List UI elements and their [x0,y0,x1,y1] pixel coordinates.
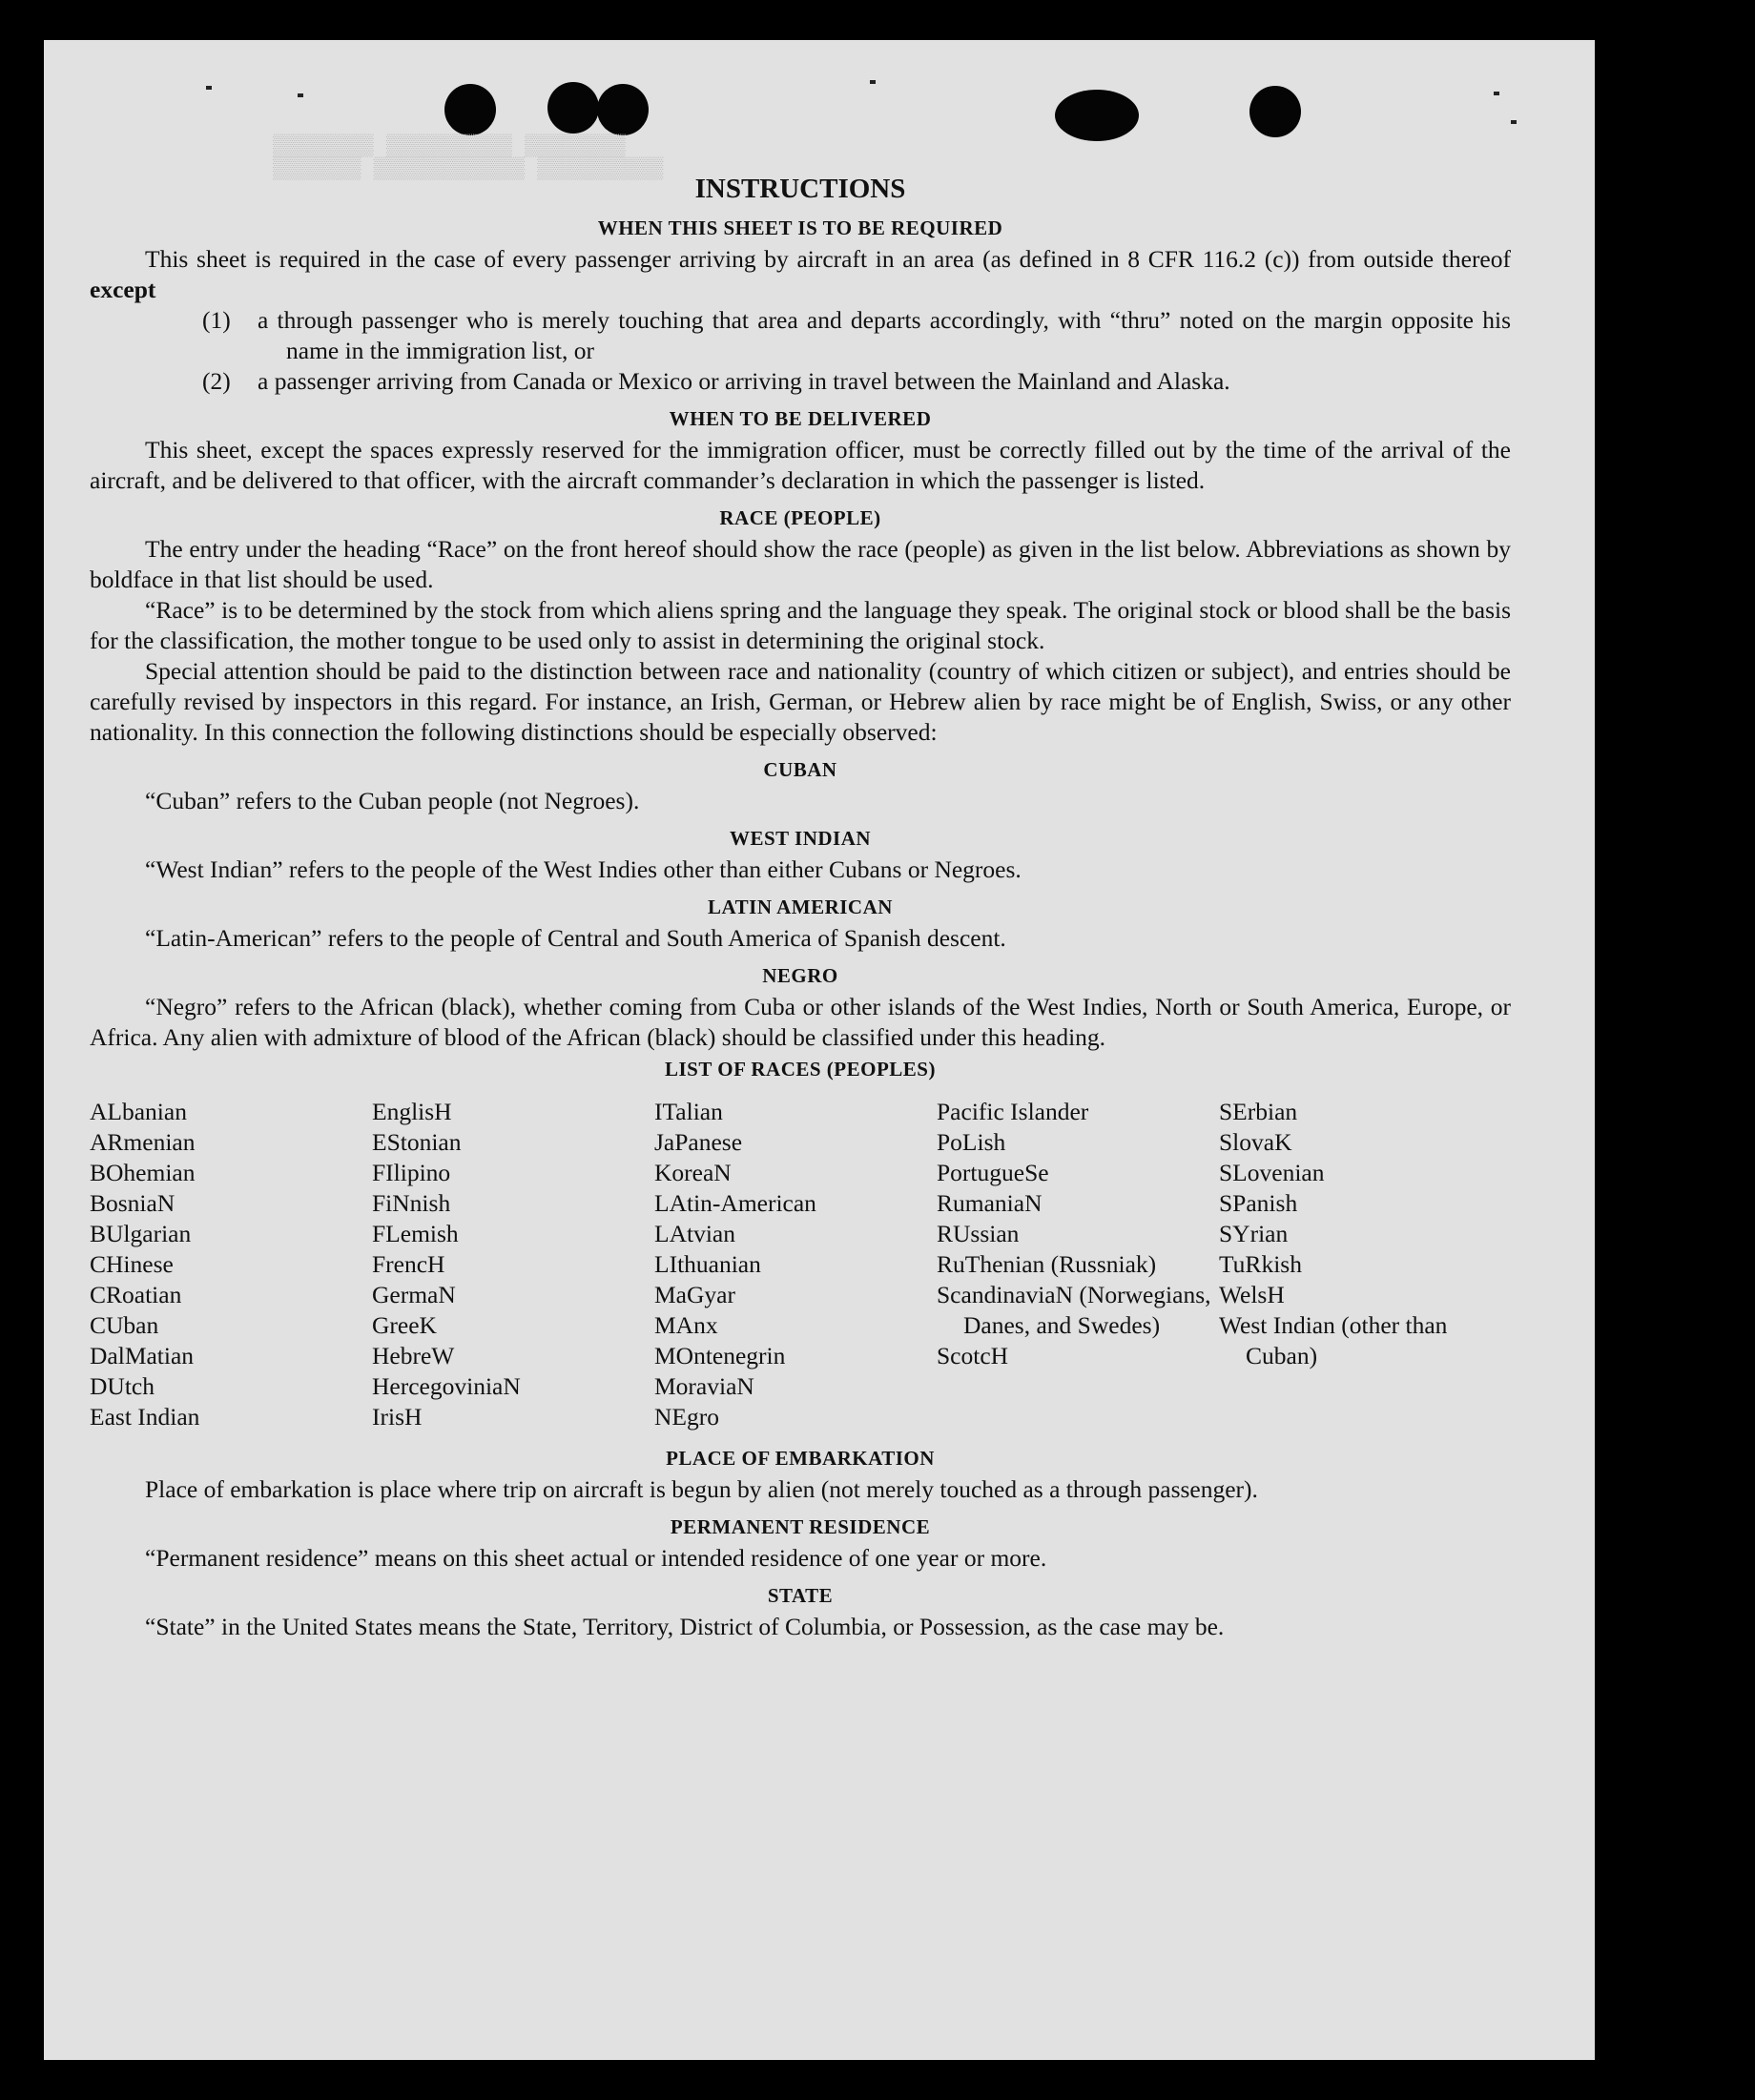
race-item: GreeK [372,1311,437,1339]
race-item: EnglisH [372,1098,452,1125]
race-item: MaGyar [654,1281,735,1308]
section-heading: LATIN AMERICAN [708,896,893,918]
race-item: HebreW [372,1342,455,1369]
race-item: LAtin-American [654,1189,816,1217]
section-heading: STATE [767,1584,834,1607]
race-item: PoLish [937,1128,1006,1156]
races-column [372,1097,654,1432]
race-item: BOhemian [90,1159,196,1186]
races-column [1219,1097,1511,1432]
race-item: HercegoviniaN [372,1372,521,1400]
race-item: RUssian [937,1220,1020,1247]
punch-hole [1055,90,1139,141]
race-item: CRoatian [90,1281,182,1308]
race-item: MAnx [654,1311,718,1339]
section-heading: WEST INDIAN [729,827,872,850]
speck [870,80,876,84]
race-item: WelsH [1219,1281,1285,1308]
paragraph: The entry under the heading “Race” on the front hereof should show the race (people) as given in the list below. Abbreviations as shown by boldface in that list should be used. [90,535,1511,593]
section-heading: PERMANENT RESIDENCE [670,1515,931,1538]
paragraph: This sheet, except the spaces expressly reserved for the immigration officer, must be correctly filled out by the time of the arrival of the aircraft, and be delivered to that officer, with the aircraft commander’s declaration in which the passenger is listed. [90,436,1511,494]
speck [206,86,212,90]
instructions-text [90,170,1511,1642]
list-item: (2) a passenger arriving from Canada or Mexico or arriving in travel between the Mainland and Alaska. [202,367,1230,395]
speck [298,93,303,97]
race-item: PortugueSe [937,1159,1049,1186]
paragraph: “Cuban” refers to the Cuban people (not Negroes). [145,787,640,814]
paragraph: Special attention should be paid to the distinction between race and nationality (country of which citizen or subject), and entries should be carefully revised by inspectors in this regard. For instance, an Irish, German, or Hebrew alien by race might be of English, Swiss, or any other nationality. In this connection the following distinctions should be especially observed: [90,657,1511,746]
race-item: IrisH [372,1403,423,1431]
paragraph: “Race” is to be determined by the stock from which aliens spring and the language they speak. The original stock or blood shall be the basis for the classification, the mother tongue to be used only to assist in determining the original stock. [90,596,1511,654]
punch-hole [444,84,496,135]
race-item: LIthuanian [654,1250,761,1278]
race-item: SYrian [1219,1220,1289,1247]
race-item: ALbanian [90,1098,187,1125]
punch-hole [597,84,649,135]
page-title: INSTRUCTIONS [694,174,906,204]
race-item: SErbian [1219,1098,1298,1125]
race-item: JaPanese [654,1128,743,1156]
race-item: MoraviaN [654,1372,754,1400]
race-item: LAtvian [654,1220,735,1247]
race-item: RuThenian (Russniak) [937,1250,1157,1278]
race-item: SLovenian [1219,1159,1325,1186]
race-item: SlovaK [1219,1128,1292,1156]
paragraph: “Latin-American” refers to the people of Central and South America of Spanish descent. [145,924,1006,952]
punch-hole [1249,86,1301,137]
races-column [654,1097,937,1432]
race-item: FLemish [372,1220,459,1247]
document-page [44,40,1595,2060]
race-item: DalMatian [90,1342,195,1369]
races-list [90,1097,1511,1432]
paragraph: “State” in the United States means the State, Territory, District of Columbia, or Possession, as the case may be. [145,1613,1225,1640]
paragraph: Place of embarkation is place where trip on aircraft is begun by alien (not merely touched as a through passenger). [145,1475,1258,1503]
race-item: ARmenian [90,1128,196,1156]
paragraph: “West Indian” refers to the people of the West Indies other than either Cubans or Negroes. [145,855,1022,883]
race-item: BUlgarian [90,1220,192,1247]
race-item: ScotcH [937,1342,1009,1369]
race-item: FrencH [372,1250,445,1278]
race-item: BosniaN [90,1189,176,1217]
race-item: SPanish [1219,1189,1298,1217]
section-heading: NEGRO [762,964,838,987]
race-item: TuRkish [1219,1250,1302,1278]
show-through-texture: ▒▒▒▒▒▒▒▒ ▒▒▒▒▒▒▒▒▒▒ ▒▒▒▒▒▒▒▒ ▒▒▒▒▒▒▒ ▒▒▒▒▒▒▒▒▒▒▒▒ ▒▒▒▒▒▒▒▒▒▒ [273,134,664,181]
race-item: FiNnish [372,1189,451,1217]
section-heading: CUBAN [763,758,837,781]
race-item: FIlipino [372,1159,451,1186]
race-item: GermaN [372,1281,456,1308]
race-item: CUban [90,1311,159,1339]
race-item: MOntenegrin [654,1342,786,1369]
section-heading: WHEN THIS SHEET IS TO BE REQUIRED [597,216,1003,239]
paragraph: “Negro” refers to the African (black), whether coming from Cuba or other islands of the West Indies, North or South America, Europe, or Africa. Any alien with admixture of blood of the African (black) should be classified under this heading. [90,993,1511,1051]
race-item: NEgro [654,1403,719,1431]
race-item: KoreaN [654,1159,732,1186]
race-item: ScandinaviaN (Norwegians, Danes, and Swedes) [937,1281,1211,1339]
list-item: (1) a through passenger who is merely touching that area and departs accordingly, with “thru” noted on the margin opposite his name in the immigration list, or [202,306,1511,364]
section-heading: WHEN TO BE DELIVERED [669,407,932,430]
speck [1511,120,1517,124]
section-heading: RACE (PEOPLE) [719,506,881,529]
race-item: West Indian (other than Cuban) [1219,1311,1448,1369]
section-heading: LIST OF RACES (PEOPLES) [665,1058,936,1081]
section-heading: PLACE OF EMBARKATION [666,1447,935,1470]
races-column [937,1097,1219,1432]
race-item: CHinese [90,1250,174,1278]
paragraph: “Permanent residence” means on this sheet actual or intended residence of one year or more. [145,1544,1047,1572]
race-item: DUtch [90,1372,155,1400]
race-item: EStonian [372,1128,462,1156]
paragraph: This sheet is required in the case of every passenger arriving by aircraft in an area (as defined in 8 CFR 116.2 (c)) from outside thereof except [90,245,1511,303]
races-column [90,1097,372,1432]
race-item: East Indian [90,1403,200,1431]
race-item: Pacific Islander [937,1098,1089,1125]
race-item: RumaniaN [937,1189,1043,1217]
punch-hole [547,82,599,134]
race-item: ITalian [654,1098,723,1125]
speck [1494,92,1499,95]
